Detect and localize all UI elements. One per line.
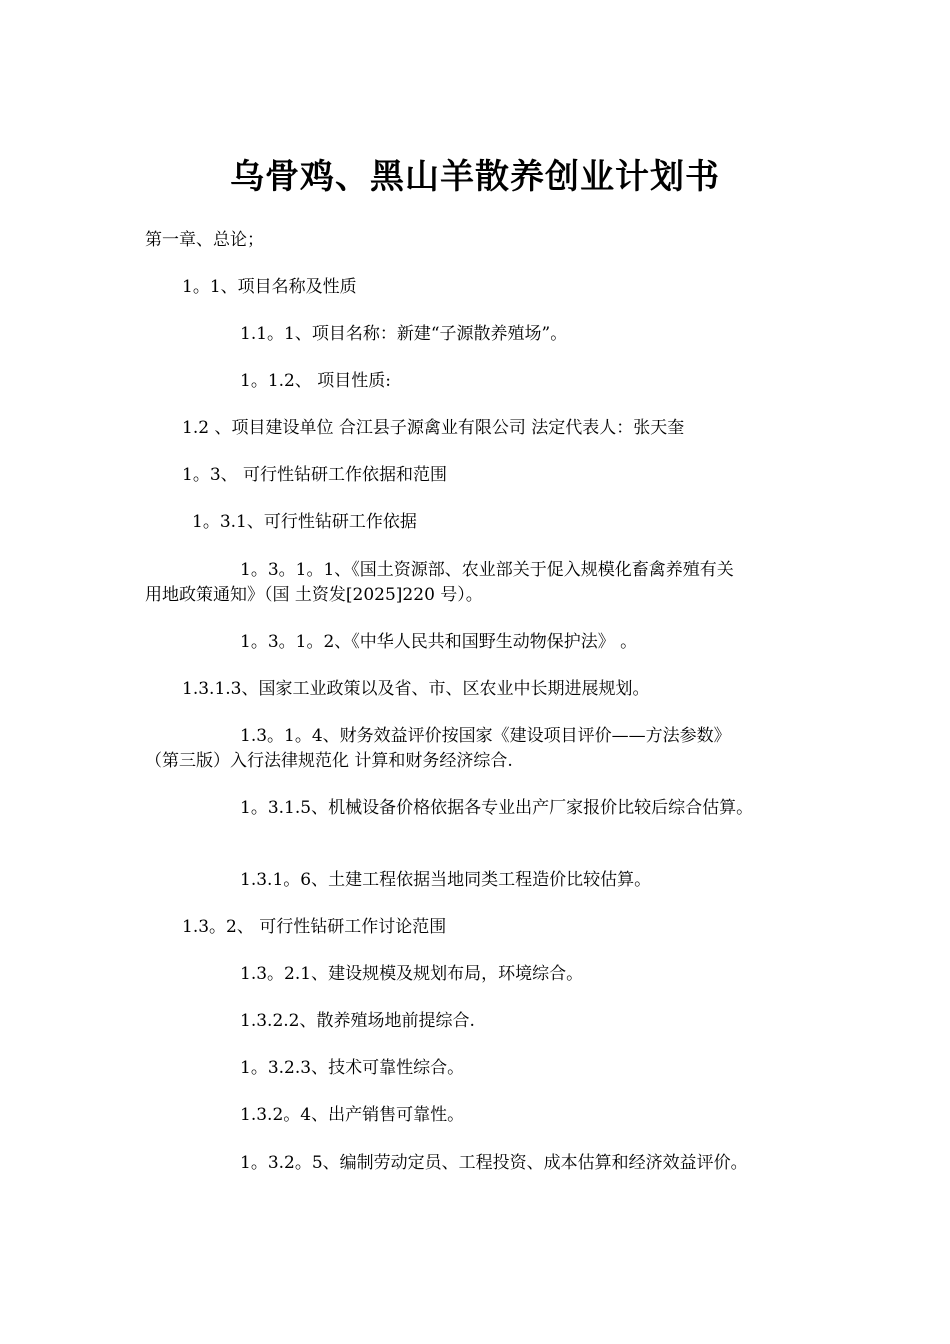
section-1-3-1-1-line1: 1。3。1。1、《国土资源部、农业部关于促入规模化畜禽养殖有关: [240, 560, 734, 580]
section-1-3: 1。3、 可行性钻研工作依据和范围: [182, 465, 448, 485]
section-1-3-1-6: 1.3.1。6、土建工程依据当地同类工程造价比较估算。: [240, 870, 652, 890]
section-1-3-1-2: 1。3。1。2、《中华人民共和国野生动物保护法》 。: [240, 632, 638, 652]
document-title: 乌骨鸡、黑山羊散养创业计划书: [230, 157, 720, 197]
section-1-3-2-1: 1.3。2.1、建设规模及规划布局，环境综合。: [240, 964, 584, 984]
section-1-2: 1.2 、项目建设单位 合江县子源禽业有限公司 法定代表人：张天奎: [182, 418, 685, 438]
section-1-3-2-2: 1.3.2.2、散养殖场地前提综合.: [240, 1011, 475, 1031]
section-1-3-2-5: 1。3.2。5、编制劳动定员、工程投资、成本估算和经济效益评价。: [240, 1153, 748, 1173]
section-1-3-1-4-line1: 1.3。1。4、财务效益评价按国家《建设项目评价——方法参数》: [240, 726, 731, 746]
section-1-1: 1。1、项目名称及性质: [182, 277, 357, 297]
section-1-3-1-3: 1.3.1.3、国家工业政策以及省、市、区农业中长期进展规划。: [182, 679, 650, 699]
section-1-3-1-5: 1。3.1.5、机械设备价格依据各专业出产厂家报价比较后综合估算。: [240, 798, 754, 818]
section-1-3-1: 1。3.1、可行性钻研工作依据: [192, 512, 417, 532]
section-1-3-1-4-line2: （第三版）入行法律规范化 计算和财务经济综合.: [145, 751, 513, 771]
section-1-3-1-4: [145, 724, 825, 774]
chapter-heading: 第一章、总论；: [145, 230, 264, 250]
section-1-3-1-1-line2: 用地政策通知》（国 土资发[2025]220 号）。: [145, 585, 483, 605]
section-1-3-2-4: 1.3.2。4、出产销售可靠性。: [240, 1105, 465, 1125]
section-1-3-2-3: 1。3.2.3、技术可靠性综合。: [240, 1058, 465, 1078]
section-1-1-1: 1.1。1、项目名称：新建“子源散养殖场”。: [240, 324, 568, 344]
section-1-1-2: 1。1.2、 项目性质:: [240, 371, 391, 391]
section-1-3-2: 1.3。2、 可行性钻研工作讨论范围: [182, 917, 447, 937]
section-1-3-1-1: [145, 558, 825, 608]
